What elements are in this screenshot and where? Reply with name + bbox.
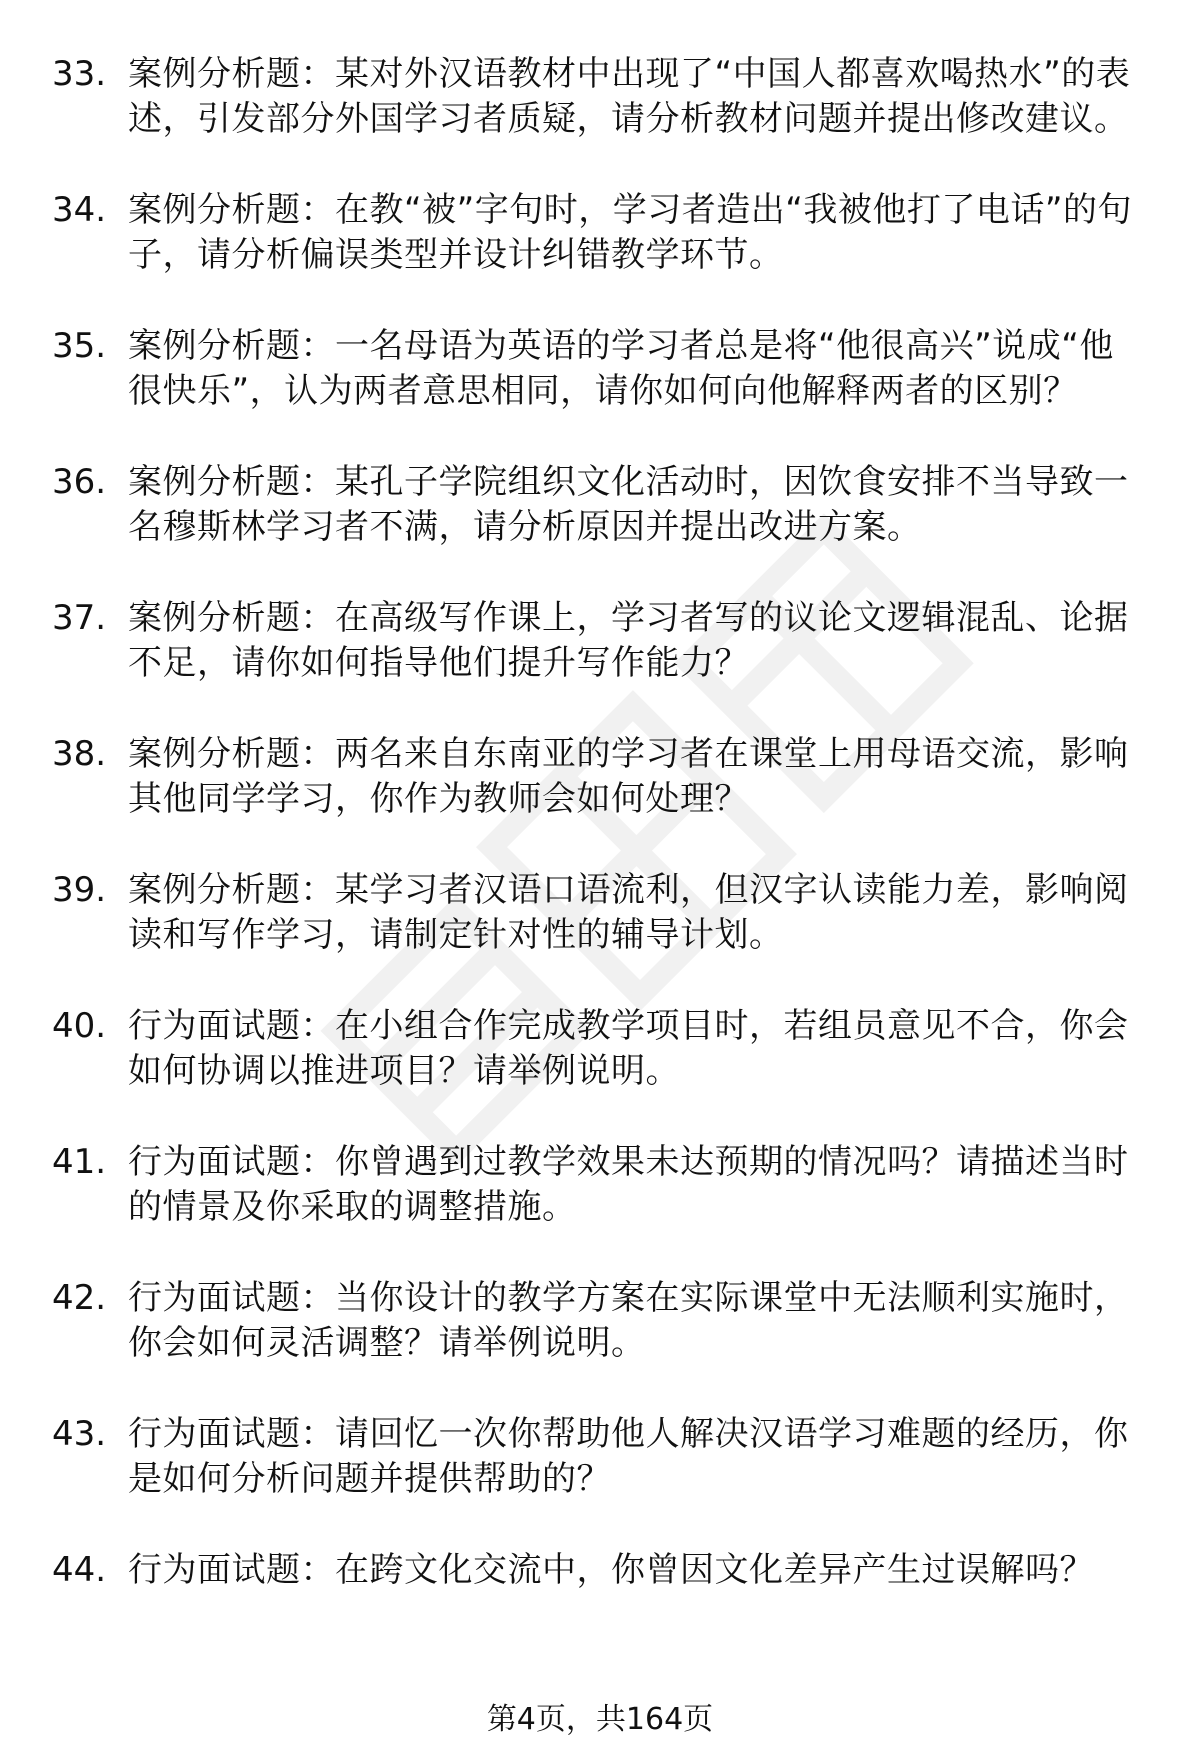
question-item (0, 1276, 1200, 1366)
page-footer (0, 1700, 1200, 1740)
question-number: 39. (52, 870, 107, 910)
question-text: 行为面试题：在跨文化交流中，你曾因文化差异产生过误解吗？ (128, 1550, 1094, 1590)
question-number: 42. (52, 1278, 107, 1318)
question-number: 36. (52, 462, 107, 502)
question-text: 行为面试题：你曾遇到过教学效果未达预期的情况吗？请描述当时的情景及你采取的调整措施。 (128, 1142, 1129, 1227)
question-item (0, 596, 1200, 686)
question-item (0, 460, 1200, 550)
question-text: 行为面试题：请回忆一次你帮助他人解决汉语学习难题的经历，你是如何分析问题并提供帮助的？ (128, 1414, 1129, 1499)
question-item (0, 188, 1200, 278)
question-number: 40. (52, 1006, 107, 1046)
question-text: 行为面试题：当你设计的教学方案在实际课堂中无法顺利实施时，你会如何灵活调整？请举例说明。 (128, 1278, 1129, 1363)
page-number-label: 第4页，共164页 (486, 1702, 714, 1737)
question-number: 41. (52, 1142, 107, 1182)
question-item (0, 52, 1200, 142)
question-list (0, 52, 1200, 1639)
question-text: 案例分析题：在教“被”字句时，学习者造出“我被他打了电话”的句子，请分析偏误类型并设计纠错教学环节。 (128, 190, 1132, 275)
question-number: 44. (52, 1550, 107, 1590)
question-text: 案例分析题：一名母语为英语的学习者总是将“他很高兴”说成“他很快乐”，认为两者意思相同，请你如何向他解释两者的区别？ (128, 326, 1114, 411)
question-item (0, 1004, 1200, 1094)
question-text: 案例分析题：某对外汉语教材中出现了“中国人都喜欢喝热水”的表述，引发部分外国学习者质疑，请分析教材问题并提出修改建议。 (128, 54, 1131, 139)
question-text: 案例分析题：两名来自东南亚的学习者在课堂上用母语交流，影响其他同学学习，你作为教师会如何处理？ (128, 734, 1129, 819)
question-item (0, 1548, 1200, 1593)
question-item (0, 732, 1200, 822)
question-item (0, 1412, 1200, 1502)
question-number: 35. (52, 326, 107, 366)
question-text: 行为面试题：在小组合作完成教学项目时，若组员意见不合，你会如何协调以推进项目？请举例说明。 (128, 1006, 1129, 1091)
question-number: 34. (52, 190, 107, 230)
question-number: 43. (52, 1414, 107, 1454)
question-text: 案例分析题：在高级写作课上，学习者写的议论文逻辑混乱、论据不足，请你如何指导他们提升写作能力？ (128, 598, 1129, 683)
question-item (0, 868, 1200, 958)
question-number: 37. (52, 598, 107, 638)
question-item (0, 1140, 1200, 1230)
question-text: 案例分析题：某学习者汉语口语流利，但汉字认读能力差，影响阅读和写作学习，请制定针对性的辅导计划。 (128, 870, 1129, 955)
question-number: 38. (52, 734, 107, 774)
question-text: 案例分析题：某孔子学院组织文化活动时，因饮食安排不当导致一名穆斯林学习者不满，请分析原因并提出改进方案。 (128, 462, 1129, 547)
question-number: 33. (52, 54, 107, 94)
question-item (0, 324, 1200, 414)
